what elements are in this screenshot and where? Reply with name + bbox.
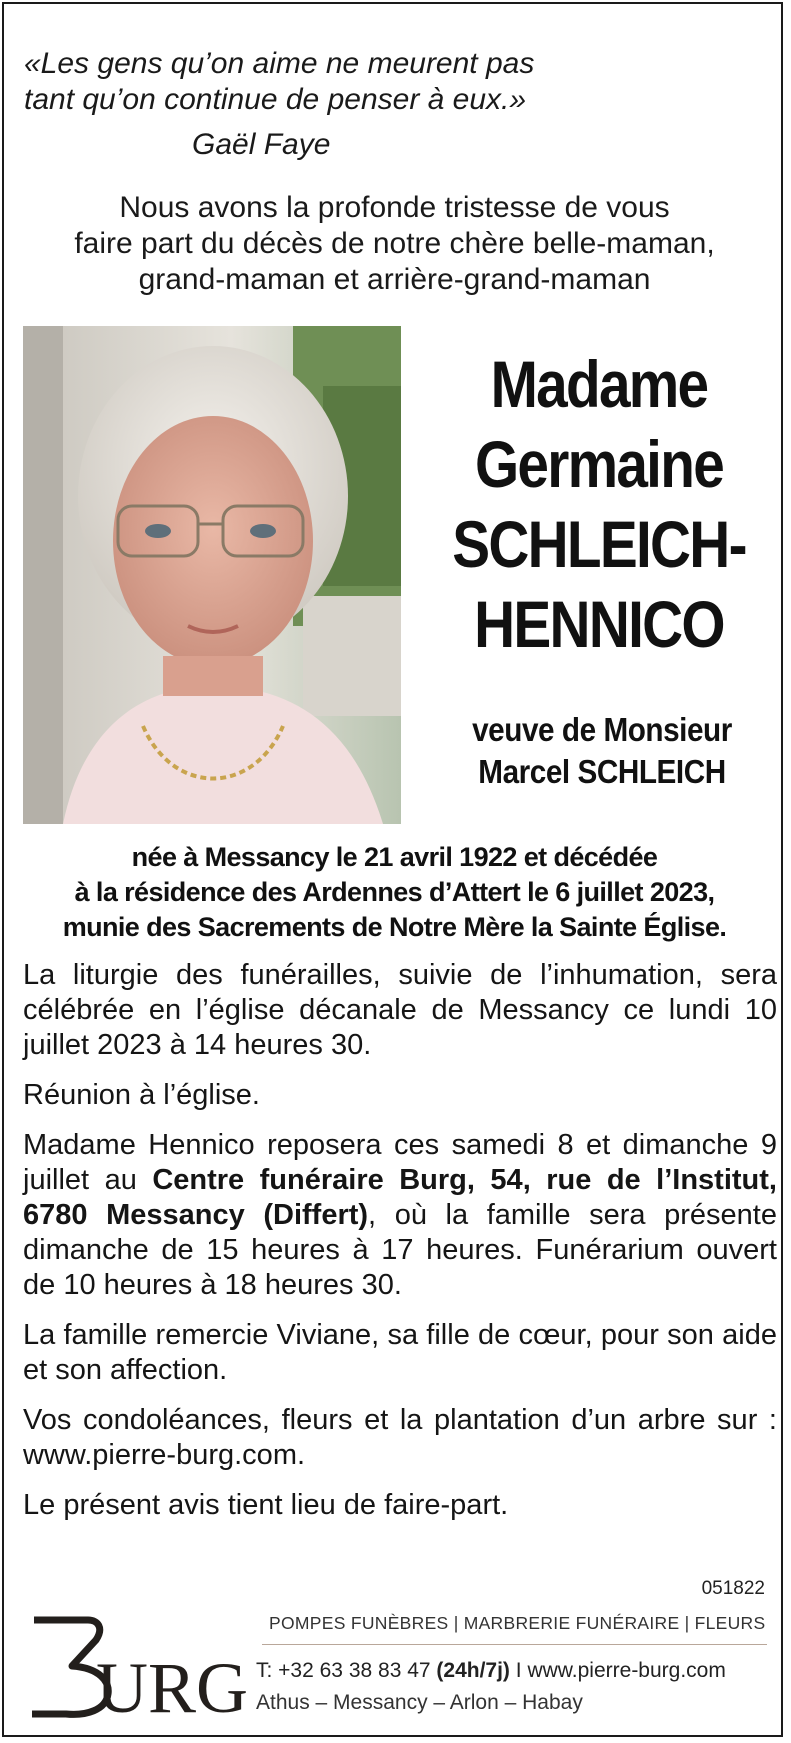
notice-paragraph: Le présent avis tient lieu de faire-part. [23,1489,509,1521]
name-first: Germaine [474,427,724,501]
portrait-illustration [23,326,401,824]
footer-divider [262,1644,767,1645]
epigraph-quote [24,46,624,118]
intro-line-2: faire part du décès de notre chère belle-maman, [74,227,715,260]
condolences-paragraph: Vos condoléances, fleurs et la plantation d’un arbre sur : www.pierre-burg.com. [23,1404,777,1471]
intro-line-1: Nous avons la profonde tristesse de vous [119,191,670,224]
announcement-intro [4,190,785,298]
widow-of [440,709,764,793]
name-title: Madame [490,347,708,421]
rest-text-post: , où la famille sera présente dimanche de 15 heures à 17 heures. Funérarium ouvert de 10 heures à 18 heures 30. [23,1199,777,1301]
obituary-notice [2,2,783,1737]
phone-hours: (24h/7j) [436,1659,510,1682]
thanks-paragraph: La famille remercie Viviane, sa fille de cœur, pour son aide et son affection. [23,1319,777,1386]
burg-logo [26,1610,249,1728]
quote-author: Gaël Faye [192,128,331,161]
reference-number: 051822 [701,1578,765,1599]
deceased-name [440,344,758,664]
born-line-1: née à Messancy le 21 avril 1922 et décédée [131,842,658,872]
funeral-details [23,958,777,1538]
contact-separator: I [509,1659,528,1682]
rest-text-pre: Madame Hennico reposera ces samedi 8 et dimanche 9 juillet au [23,1129,777,1196]
intro-line-3: grand-maman et arrière-grand-maman [138,263,651,296]
born-line-2: à la résidence des Ardennes d’Attert le 6 juillet 2023, [74,877,715,907]
phone-number[interactable]: T: +32 63 38 83 47 [256,1659,437,1682]
portrait-photo [23,326,401,824]
logo-letters: URG [96,1648,249,1728]
name-surname-2: HENNICO [474,587,724,661]
services-list: POMPES FUNÈBRES | MARBRERIE FUNÉRAIRE | FLEURS [269,1613,766,1633]
birth-death-details [4,840,785,945]
office-locations: Athus – Messancy – Arlon – Habay [256,1691,583,1714]
reunion-paragraph: Réunion à l’église. [23,1079,260,1111]
liturgy-paragraph: La liturgie des funérailles, suivie de l’inhumation, sera célébrée en l’église décanale de Messancy ce lundi 10 juillet 2023 à 14 heures 30. [23,959,777,1061]
widow-line-2: Marcel SCHLEICH [478,753,726,790]
born-line-3: munie des Sacrements de Notre Mère la Sainte Église. [62,912,727,942]
burg-logo-mark [26,1610,249,1728]
quote-line-2: tant qu’on continue de penser à eux.» [24,83,527,116]
widow-line-1: veuve de Monsieur [472,711,732,748]
rest-paragraph [23,1128,777,1303]
name-surname-1: SCHLEICH- [452,507,746,581]
website-link[interactable]: www.pierre-burg.com [527,1659,726,1682]
funeral-center-address: Centre funéraire Burg, 54, rue de l’Institut, 6780 Messancy (Differt) [23,1164,777,1231]
contact-line [256,1659,726,1683]
quote-line-1: «Les gens qu’on aime ne meurent pas [24,47,535,80]
